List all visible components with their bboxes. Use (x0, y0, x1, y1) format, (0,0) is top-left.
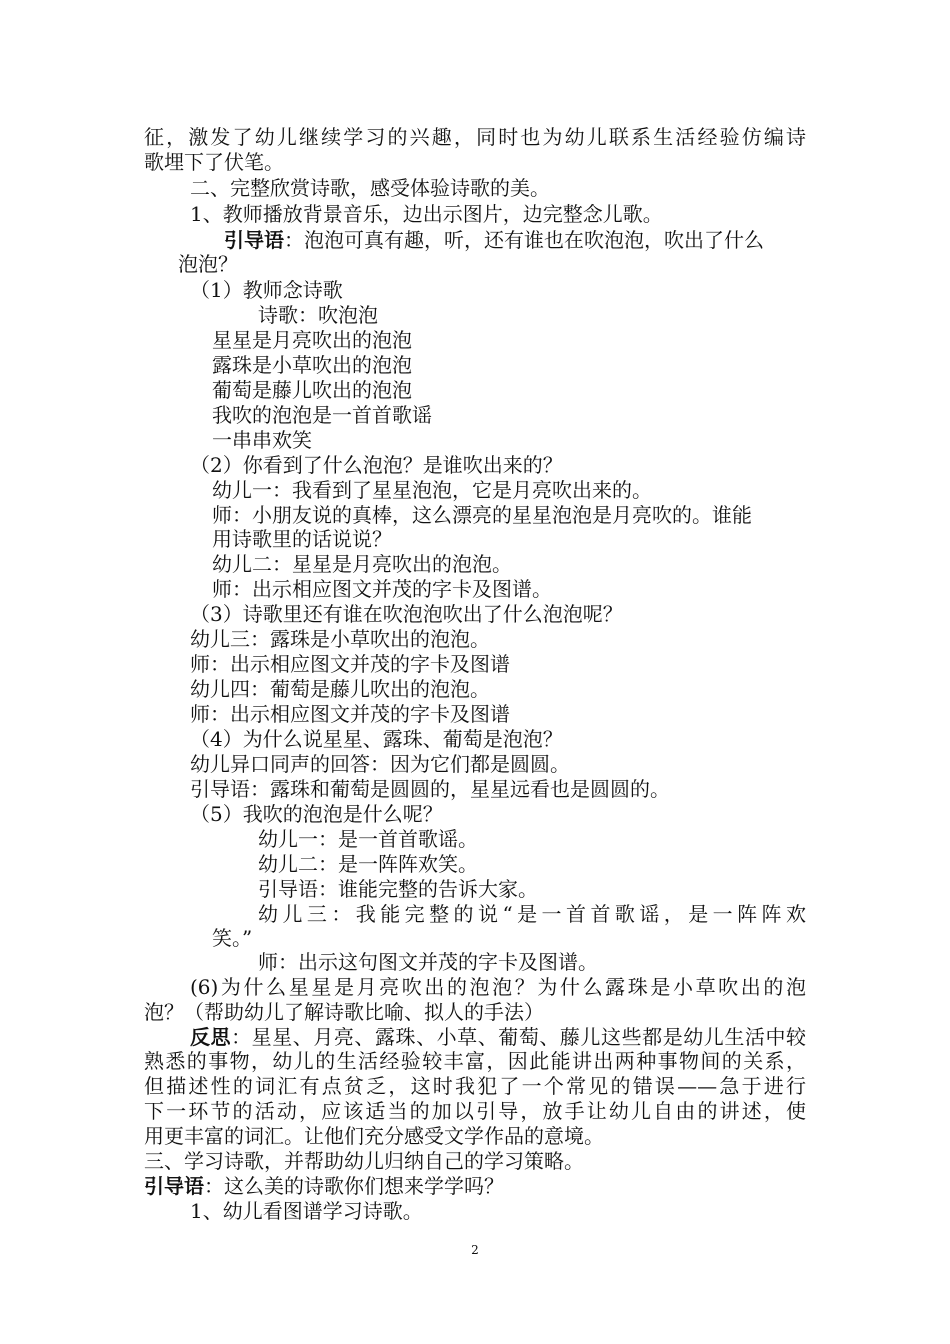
poem-line: 我吹的泡泡是一首首歌谣 (212, 403, 432, 427)
paragraph-line: 熟悉的事物，幼儿的生活经验较丰富，因此能讲出两种事物间的关系， (144, 1049, 806, 1073)
section-heading: 三、学习诗歌，并帮助幼儿归纳自己的学习策略。 (144, 1149, 584, 1173)
dialogue-line: 幼儿二：是一阵阵欢笑。 (258, 852, 478, 876)
section-heading: 二、完整欣赏诗歌，感受体验诗歌的美。 (190, 176, 550, 200)
dialogue-line: 引导语：谁能完整的告诉大家。 (258, 877, 538, 901)
dialogue-line: 师：小朋友说的真棒，这么漂亮的星星泡泡是月亮吹的。谁能 (212, 503, 752, 527)
paragraph-line: 下一环节的活动，应该适当的加以引导，放手让幼儿自由的讲述，使 (144, 1099, 806, 1123)
paragraph-line: 1、幼儿看图谱学习诗歌。 (190, 1199, 423, 1223)
page-number: 2 (471, 1243, 479, 1257)
step-heading: （4）为什么说星星、露珠、葡萄是泡泡？ (190, 727, 563, 751)
dialogue-line: 幼儿二：星星是月亮吹出的泡泡。 (212, 552, 512, 576)
prompt-text: ：这么美的诗歌你们想来学学吗？ (204, 1174, 504, 1198)
step-heading: （3）诗歌里还有谁在吹泡泡吹出了什么泡泡呢？ (190, 602, 623, 626)
prompt-label: 引导语 (224, 228, 284, 252)
reflection-text: ：星星、月亮、露珠、小草、葡萄、藤儿这些都是幼儿生活中较 (231, 1025, 807, 1049)
step-heading: (6)为什么星星是月亮吹出的泡泡？为什么露珠是小草吹出的泡 (190, 975, 806, 999)
paragraph-line: 但描述性的词汇有点贫乏，这时我犯了一个常见的错误——急于进行 (144, 1074, 806, 1098)
paragraph-line: 征，激发了幼儿继续学习的兴趣，同时也为幼儿联系生活经验仿编诗 (144, 125, 806, 149)
reflection-label: 反思 (190, 1025, 232, 1049)
dialogue-line: 幼儿三：露珠是小草吹出的泡泡。 (190, 627, 490, 651)
poem-line: 露珠是小草吹出的泡泡 (212, 353, 412, 377)
dialogue-line: 引导语：露珠和葡萄是圆圆的，星星远看也是圆圆的。 (190, 777, 670, 801)
paragraph-line: 用更丰富的词汇。让他们充分感受文学作品的意境。 (144, 1124, 604, 1148)
step-heading: （2）你看到了什么泡泡？是谁吹出来的？ (190, 453, 563, 477)
poem-line: 一串串欢笑 (212, 428, 312, 452)
paragraph-line: 歌埋下了伏笔。 (144, 150, 284, 174)
dialogue-line: 幼儿异口同声的回答：因为它们都是圆圆。 (190, 752, 570, 776)
paragraph-line: 泡泡？ (178, 252, 238, 276)
dialogue-line: 幼儿一：我看到了星星泡泡，它是月亮吹出来的。 (212, 478, 652, 502)
poem-line: 葡萄是藤儿吹出的泡泡 (212, 378, 412, 402)
dialogue-line: 用诗歌里的话说说？ (212, 527, 392, 551)
paragraph-line: 泡？（帮助幼儿了解诗歌比喻、拟人的手法） (144, 1000, 544, 1024)
prompt-line (224, 228, 764, 253)
prompt-line (144, 1174, 504, 1199)
dialogue-line: 师：出示这句图文并茂的字卡及图谱。 (258, 950, 598, 974)
dialogue-line: 幼儿三：我能完整的说“是一首首歌谣，是一阵阵欢 (258, 902, 806, 926)
poem-line: 星星是月亮吹出的泡泡 (212, 328, 412, 352)
prompt-label: 引导语 (144, 1174, 204, 1198)
prompt-text: ：泡泡可真有趣，听，还有谁也在吹泡泡，吹出了什么 (284, 228, 764, 252)
dialogue-line: 师：出示相应图文并茂的字卡及图谱 (190, 652, 510, 676)
dialogue-line: 笑。” (212, 926, 253, 950)
step-heading: （1）教师念诗歌 (190, 278, 343, 302)
poem-title: 诗歌：吹泡泡 (258, 303, 378, 327)
dialogue-line: 幼儿一：是一首首歌谣。 (258, 827, 478, 851)
dialogue-line: 师：出示相应图文并茂的字卡及图谱 (190, 702, 510, 726)
step-heading: （5）我吹的泡泡是什么呢？ (190, 802, 443, 826)
dialogue-line: 幼儿四：葡萄是藤儿吹出的泡泡。 (190, 677, 490, 701)
dialogue-line: 师：出示相应图文并茂的字卡及图谱。 (212, 577, 552, 601)
reflection-line (190, 1025, 806, 1050)
paragraph-line: 1、教师播放背景音乐，边出示图片，边完整念儿歌。 (190, 202, 663, 226)
